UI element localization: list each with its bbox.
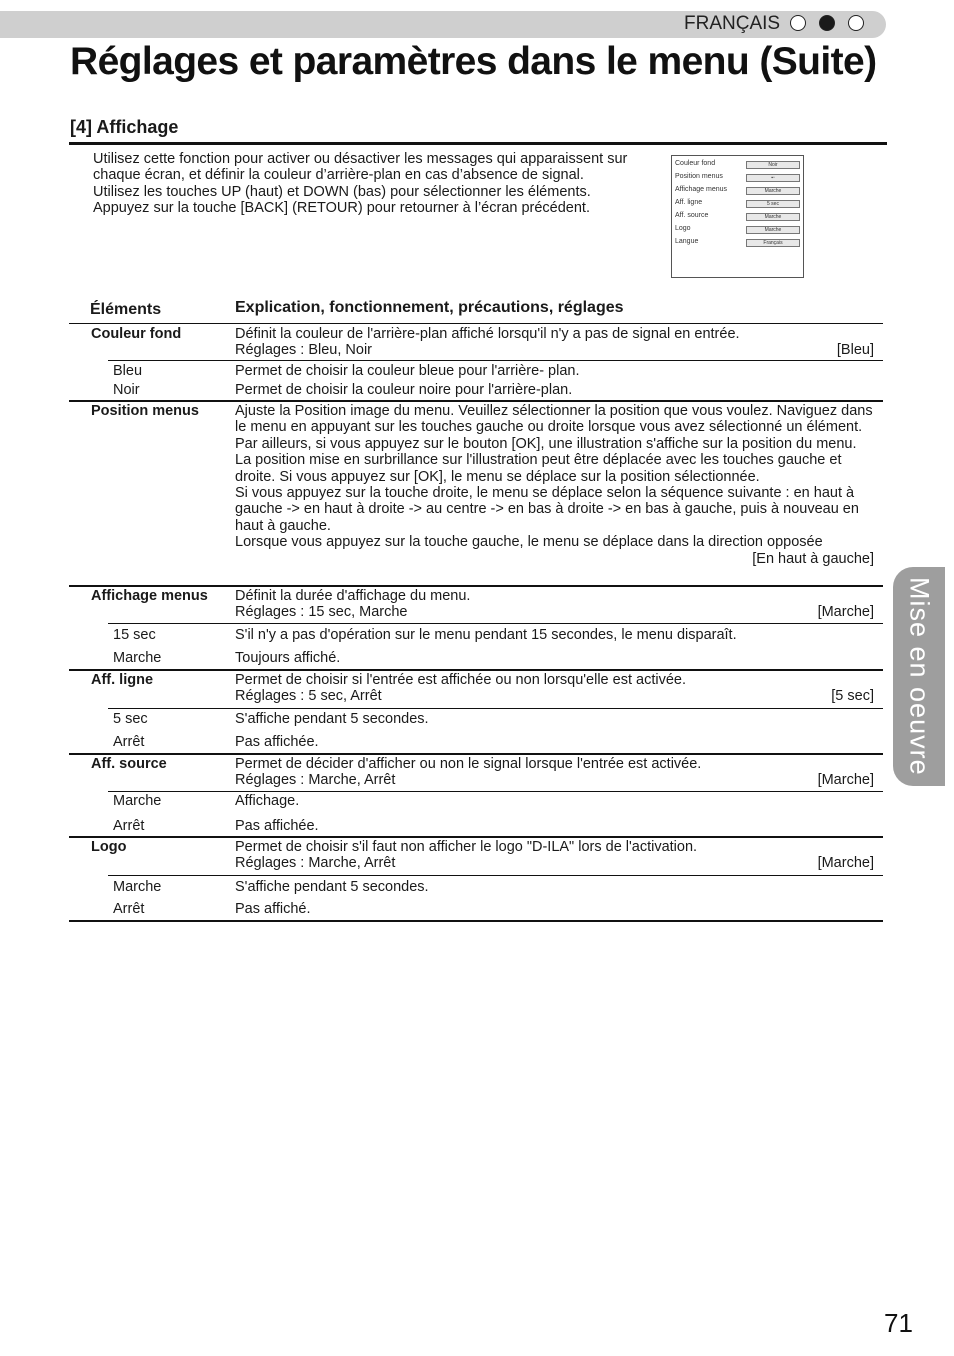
sub-rule [108, 791, 883, 792]
osd-row-label: Langue [675, 238, 699, 245]
osd-row-label: Logo [675, 225, 691, 232]
table-rule [69, 669, 883, 671]
item-description-text: Permet de décider d'afficher ou non le signal lorsque l'entrée est activée. [235, 756, 702, 772]
osd-row-label: Position menus [675, 173, 723, 180]
option-description: Permet de choisir la couleur noire pour l'arrière-plan. [235, 382, 573, 398]
section-divider [69, 142, 887, 145]
item-description-text: Permet de choisir s'il faut non afficher le logo "D-ILA" lors de l'activation. [235, 839, 698, 855]
item-settings [235, 688, 874, 704]
item-settings [235, 772, 874, 788]
sub-rule [108, 875, 883, 876]
option-description: Pas affiché. [235, 901, 311, 917]
option-description: Pas affichée. [235, 734, 319, 750]
item-description [235, 839, 874, 872]
item-name: Couleur fond [91, 326, 182, 342]
option-name: Arrêt [113, 901, 145, 917]
option-name: 15 sec [113, 627, 156, 643]
table-rule [69, 920, 883, 922]
option-description: S'il n'y a pas d'opération sur le menu pendant 15 secondes, le menu disparaît. [235, 627, 737, 643]
language-label: FRANÇAIS [684, 13, 781, 34]
chapter-side-tab-wrapper [893, 567, 945, 786]
osd-row-value: Français [746, 239, 800, 247]
item-name: Aff. ligne [91, 672, 154, 688]
option-name: Marche [113, 879, 162, 895]
item-description [235, 672, 874, 705]
indicator-circle-empty [790, 15, 806, 31]
osd-row-value: 5 sec [746, 200, 800, 208]
page-number: 71 [884, 1308, 913, 1338]
settings-text: Réglages : 15 sec, Marche [235, 604, 408, 621]
osd-row-value: Marche [746, 226, 800, 234]
option-description: Toujours affiché. [235, 650, 341, 666]
sub-rule [108, 623, 883, 624]
item-description-text: Définit la couleur de l'arrière-plan affiché lorsqu'il n'y a pas de signal en entrée. [235, 326, 740, 342]
option-description: Affichage. [235, 793, 300, 809]
default-value: [Bleu] [836, 342, 874, 359]
section-title: [4] Affichage [70, 117, 179, 137]
option-name: Arrêt [113, 734, 145, 750]
option-name: Bleu [113, 363, 143, 379]
default-value: [5 sec] [831, 688, 874, 705]
column-header-explanation: Explication, fonctionnement, précautions, réglages [235, 299, 624, 316]
osd-row-label: Aff. source [675, 212, 709, 219]
osd-row-value: Noir [746, 161, 800, 169]
indicator-circle-filled [819, 15, 835, 31]
item-description [235, 756, 874, 789]
item-settings [235, 342, 874, 358]
item-description-text: Lorsque vous appuyez sur la touche gauche, le menu se déplace dans la direction opposée [235, 534, 823, 551]
option-name: Noir [113, 382, 140, 398]
sub-rule [108, 708, 883, 709]
osd-menu-thumbnail [671, 155, 804, 278]
item-description [235, 403, 874, 567]
sub-rule [108, 360, 883, 361]
option-description: S'affiche pendant 5 secondes. [235, 711, 429, 727]
option-name: Arrêt [113, 818, 145, 834]
osd-row-value: Marche [746, 187, 800, 195]
option-name: Marche [113, 793, 162, 809]
table-rule [69, 836, 883, 838]
indicator-circle-empty [848, 15, 864, 31]
item-settings [235, 604, 874, 620]
option-description: S'affiche pendant 5 secondes. [235, 879, 429, 895]
item-settings [235, 855, 874, 871]
page-title: Réglages et paramètres dans le menu (Suite) [70, 40, 877, 83]
osd-row-label: Aff. ligne [675, 199, 703, 206]
intro-paragraph: Utilisez les touches UP (haut) et DOWN (bas) pour sélectionner les éléments. [93, 183, 591, 200]
item-name: Logo [91, 839, 127, 855]
chapter-side-tab-label: Mise en oeuvre [904, 577, 935, 776]
intro-paragraph: Utilisez cette fonction pour activer ou désactiver les messages qui apparaissent sur chaque écran, et définir la couleur d’arrière-plan en cas d’absence de signal. [93, 151, 628, 184]
item-name: Position menus [91, 403, 199, 419]
intro-text [93, 151, 653, 217]
table-rule [69, 400, 883, 402]
item-description-text: Permet de choisir si l'entrée est affichée ou non lorsqu'elle est activée. [235, 672, 686, 688]
item-description-text: Définit la durée d'affichage du menu. [235, 588, 471, 604]
table-rule [69, 753, 883, 755]
default-value: [Marche] [817, 604, 874, 621]
item-name: Aff. source [91, 756, 167, 772]
default-value: [Marche] [817, 772, 874, 789]
default-value: [Marche] [817, 855, 874, 872]
settings-text: Réglages : Bleu, Noir [235, 342, 373, 359]
table-rule [69, 323, 883, 324]
item-name: Affichage menus [91, 588, 208, 604]
option-description: Pas affichée. [235, 818, 319, 834]
osd-row-value: ▪▫ [746, 174, 800, 182]
item-description-text: Si vous appuyez sur la touche droite, le menu se déplace selon la séquence suivante : en haut à gauche -> en haut à droite -> au centre -> en bas à droite -> en bas à gauche, puis à nouveau en haut à gauche. [235, 485, 859, 534]
column-header-items: Éléments [90, 301, 162, 318]
intro-paragraph: Appuyez sur la touche [BACK] (RETOUR) pour retourner à l’écran précédent. [93, 200, 590, 217]
table-rule [69, 585, 883, 587]
settings-text: Réglages : 5 sec, Arrêt [235, 688, 382, 705]
item-description [235, 588, 874, 621]
settings-text: Réglages : Marche, Arrêt [235, 772, 396, 789]
osd-row-label: Affichage menus [675, 186, 728, 193]
item-description [235, 326, 874, 359]
option-name: Marche [113, 650, 162, 666]
item-description-text: Ajuste la Position image du menu. Veuillez sélectionner la position que vous voulez. Naviguez dans le menu en appuyant sur les touches gauche ou droite lorsque vous avez sélectionné un élément. Par ailleurs, si vous appuyez sur le bouton [OK], une illustration s'affiche sur la position du menu. La position mise en surbrillance sur l'illustration peut être déplacée avec les touches gauche et droite. Si vous appuyez sur [OK], le menu se déplace sur la position sélectionnée. [235, 403, 873, 485]
default-value: [En haut à gauche] [752, 550, 874, 567]
option-name: 5 sec [113, 711, 148, 727]
option-description: Permet de choisir la couleur bleue pour l'arrière- plan. [235, 363, 580, 379]
settings-text: Réglages : Marche, Arrêt [235, 855, 396, 872]
osd-row-value: Marche [746, 213, 800, 221]
chapter-side-tab [893, 567, 945, 786]
osd-row-label: Couleur fond [675, 160, 716, 167]
